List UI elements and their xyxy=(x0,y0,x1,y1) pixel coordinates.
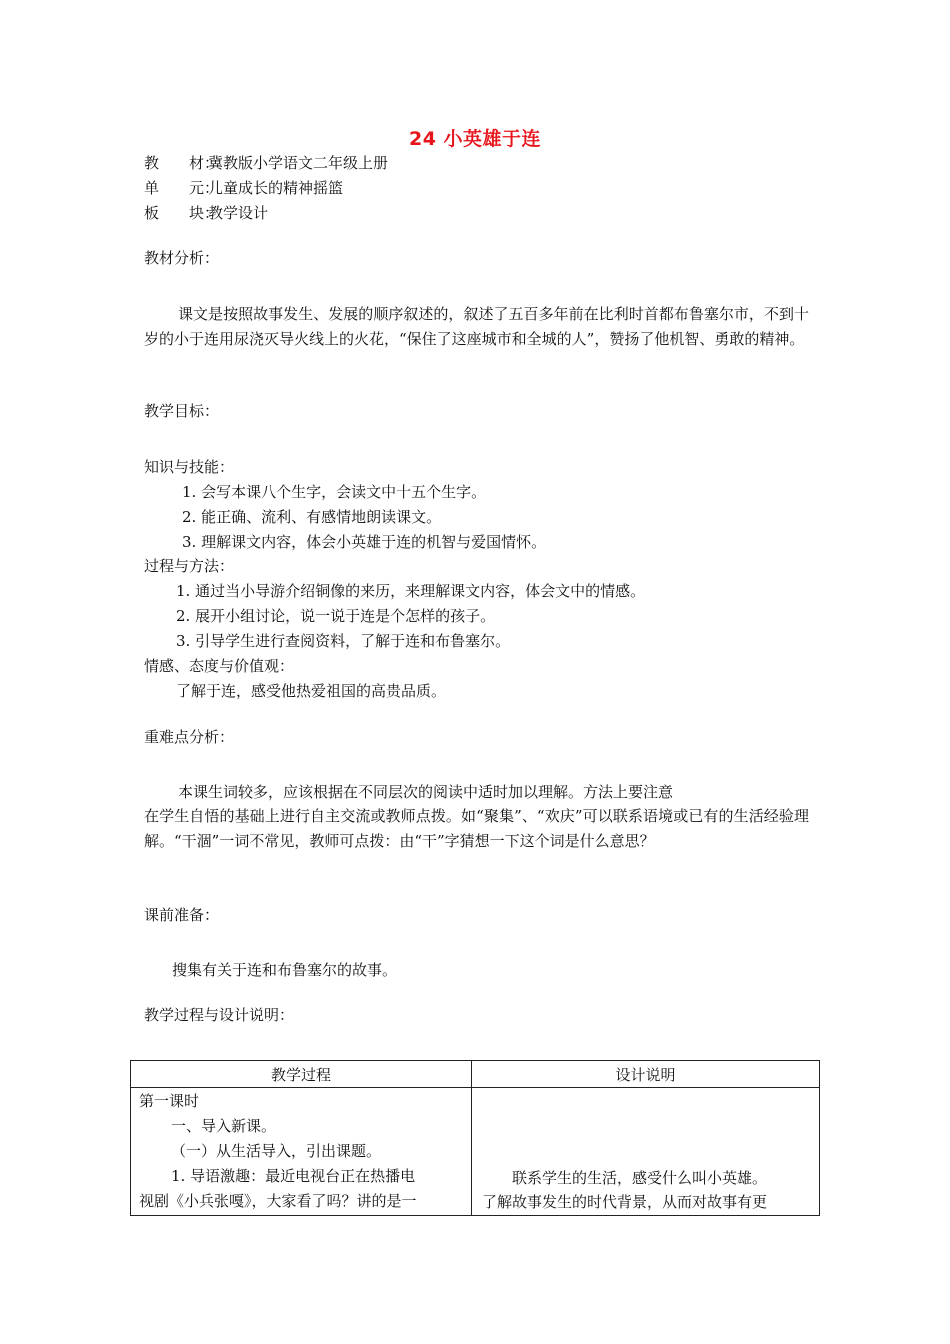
knowledge-item: 1. 会写本课八个生字，会读文中十五个生字。 xyxy=(182,483,487,501)
knowledge-item: 2. 能正确、流利、有感情地朗读课文。 xyxy=(182,508,442,526)
table-row xyxy=(131,1088,820,1216)
notes-line: 联系学生的生活，感受什么叫小英雄。 xyxy=(512,1169,768,1187)
prep-text: 搜集有关于连和布鲁塞尔的故事。 xyxy=(172,961,398,979)
process-item: 1. 通过当小导游介绍铜像的来历，来理解课文内容，体会文中的情感。 xyxy=(176,582,646,600)
lesson-table xyxy=(130,1060,820,1216)
meta-row-textbook xyxy=(144,152,388,174)
process-design-heading: 教学过程与设计说明： xyxy=(144,1006,295,1024)
process-heading: 过程与方法： xyxy=(144,557,235,575)
goals-heading: 教学目标： xyxy=(144,402,220,420)
meta-key: 教 材： xyxy=(144,154,220,172)
table-header-process: 教学过程 xyxy=(131,1061,472,1088)
meta-value: 儿童成长的精神摇篮 xyxy=(208,179,344,197)
process-line: 第一课时 xyxy=(139,1092,200,1110)
meta-row-section xyxy=(144,202,268,224)
meta-value: 冀教版小学语文二年级上册 xyxy=(208,154,389,172)
knowledge-heading: 知识与技能： xyxy=(144,458,235,476)
knowledge-item: 3. 理解课文内容，体会小英雄于连的机智与爱国情怀。 xyxy=(182,533,547,551)
emotion-heading: 情感、态度与价值观： xyxy=(144,657,295,675)
process-item: 3. 引导学生进行查阅资料，了解于连和布鲁塞尔。 xyxy=(176,632,511,650)
meta-row-unit xyxy=(144,177,343,199)
difficulty-text-line1: 本课生词较多，应该根据在不同层次的阅读中适时加以理解。方法上要注意 xyxy=(178,783,674,801)
meta-value: 教学设计 xyxy=(208,204,269,222)
analysis-heading: 教材分析： xyxy=(144,249,220,267)
emotion-text: 了解于连，感受他热爱祖国的高贵品质。 xyxy=(176,682,447,700)
process-line: 1. 导语激趣：最近电视台正在热播电 xyxy=(171,1167,416,1185)
process-line: （一）从生活导入，引出课题。 xyxy=(171,1142,382,1160)
process-line: 视剧《小兵张嘎》，大家看了吗？讲的是一 xyxy=(139,1192,417,1210)
meta-key: 板 块： xyxy=(144,204,220,222)
document-title: 24 小英雄于连 xyxy=(408,128,542,150)
table-header-notes: 设计说明 xyxy=(472,1061,820,1088)
difficulty-heading: 重难点分析： xyxy=(144,728,235,746)
meta-key: 单 元： xyxy=(144,179,220,197)
analysis-text: 课文是按照故事发生、发展的顺序叙述的，叙述了五百多年前在比利时首都布鲁塞尔市，不到十岁的小于连用尿浇灭导火线上的火花，“保住了这座城市和全城的人”，赞扬了他机智、勇敢的精神。 xyxy=(144,305,809,348)
prep-heading: 课前准备： xyxy=(144,906,220,924)
process-item: 2. 展开小组讨论，说一说于连是个怎样的孩子。 xyxy=(176,607,496,625)
difficulty-text: 在学生自悟的基础上进行自主交流或教师点拨。如“聚集”、“欢庆”可以联系语境或已有的生活经验理解。“干涸”一词不常见，教师可点拨：由“干”字猜想一下这个词是什么意思？ xyxy=(144,807,809,850)
notes-line: 了解故事发生的时代背景，从而对故事有更 xyxy=(482,1193,768,1211)
table-cell-process xyxy=(131,1088,472,1216)
table-cell-notes xyxy=(472,1088,820,1216)
process-line: 一、导入新课。 xyxy=(171,1117,277,1135)
table-header-row xyxy=(131,1061,820,1088)
